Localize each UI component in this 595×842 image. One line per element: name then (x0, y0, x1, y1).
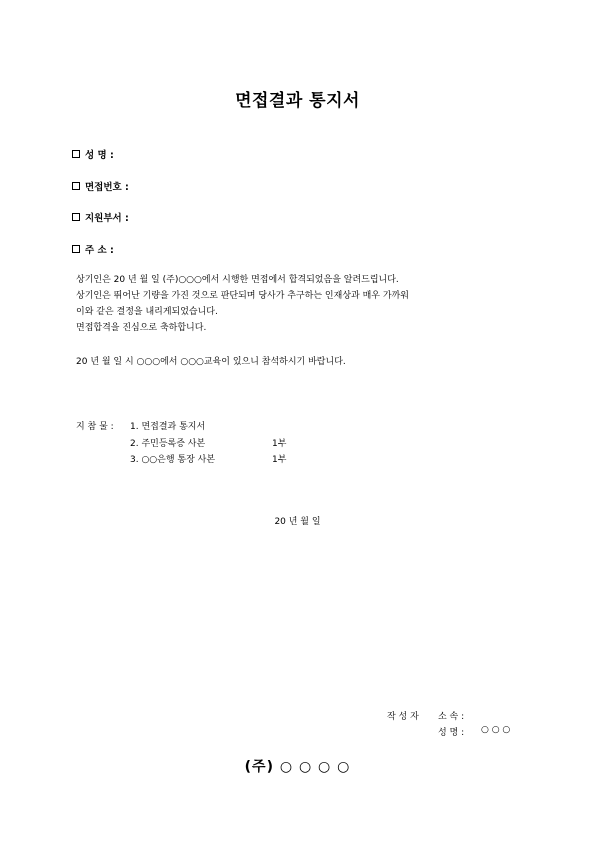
author-label: 작 성 자 (387, 712, 419, 722)
field-interview-number (72, 179, 129, 193)
company-name: (주) ○ ○ ○ ○ (244, 759, 351, 775)
field-interview-number-label: 면접번호 : (85, 182, 129, 193)
field-name (72, 147, 114, 161)
paragraph-line-1: 상기인은 20 년 월 일 (주)○○○에서 시행한 면접에서 합격되었음을 알려드립니다. (76, 275, 399, 285)
attachment-qty: 1부 (272, 439, 287, 449)
attachment-item: 2. 주민등록증 사본 (130, 439, 206, 449)
checkbox-icon (72, 213, 80, 221)
checkbox-icon (72, 245, 80, 253)
attachment-item: 1. 면접결과 통지서 (130, 422, 206, 432)
issue-date: 20 년 월 일 (274, 517, 321, 527)
attachments-heading: 지 참 물 : (76, 422, 114, 432)
attachment-item: 3. ○○은행 통장 사본 (130, 455, 216, 465)
checkbox-icon (72, 150, 80, 158)
field-name-label: 성 명 : (85, 150, 114, 161)
field-department (72, 210, 129, 224)
attachment-qty: 1부 (272, 455, 287, 465)
paragraph-line-3: 이와 같은 결정을 내리게되었습니다. (76, 307, 218, 317)
affiliation-label: 소 속 : (438, 712, 465, 722)
field-department-label: 지원부서 : (85, 213, 129, 224)
notice-line: 20 년 월 일 시 ○○○에서 ○○○교육이 있으니 참석하시기 바랍니다. (76, 357, 346, 367)
checkbox-icon (72, 182, 80, 190)
document-title: 면접결과 통지서 (235, 91, 360, 111)
signer-name-label: 성 명 : (438, 728, 465, 738)
paragraph-line-2: 상기인은 뛰어난 기량을 가진 것으로 판단되며 당사가 추구하는 인재상과 매우 가까워 (76, 291, 409, 301)
signer-name-value: ○ ○ ○ (481, 725, 511, 735)
paragraph-line-4: 면접합격을 진심으로 축하합니다. (76, 323, 207, 333)
field-address-label: 주 소 : (85, 245, 114, 256)
field-address (72, 242, 114, 256)
